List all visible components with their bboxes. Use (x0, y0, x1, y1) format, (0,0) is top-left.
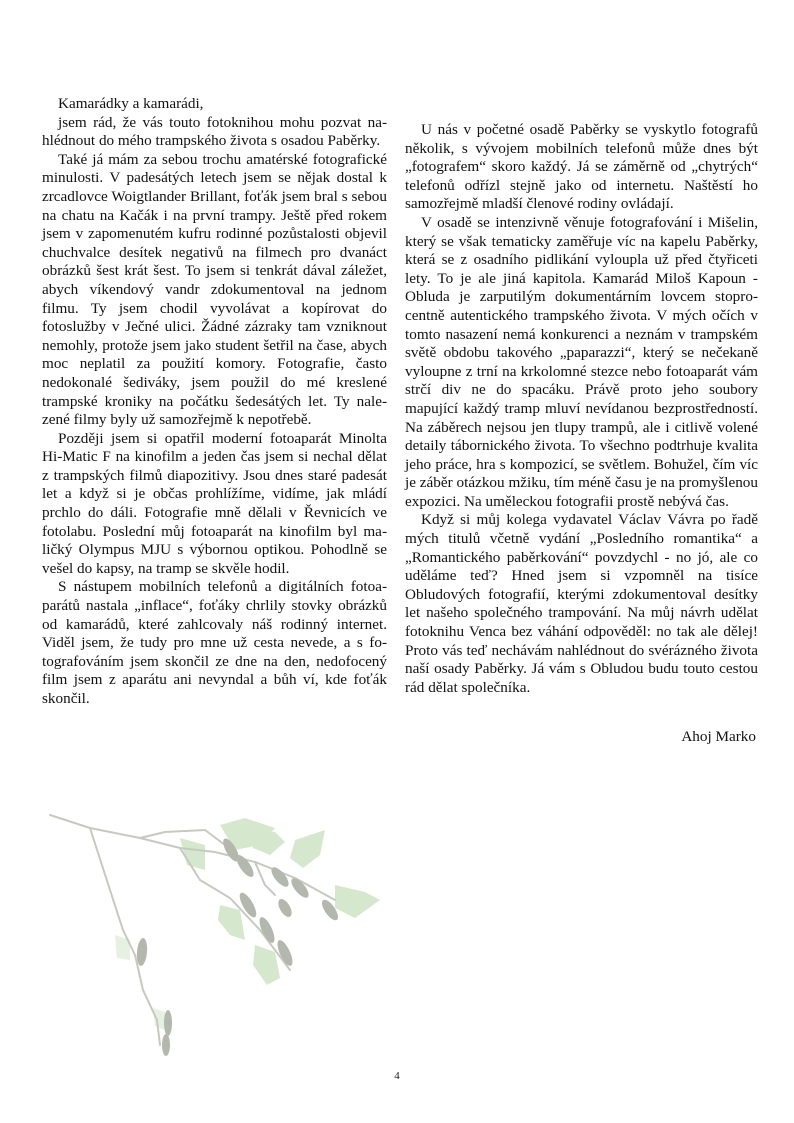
paragraph: S nástupem mobilních telefonů a digitálních fotoaparátů nastala „inflace“, foťáky chrlily stovky obrázků od kamarádů, které zahlcovaly náš rodinný internet. Viděl jsem, že tudy pro mne už cesta nevede, a s fotografováním jsem skončil ze dne na den, nedofocený film jsem z aparátu ani nevyndal a bůh ví, kde foťák skončil. (42, 578, 387, 707)
birch-branch-icon (35, 780, 395, 1060)
salutation: Kamarádky a kamarádi, (58, 95, 204, 112)
right-column (405, 121, 758, 697)
paragraph: U nás v početné osadě Paběrky se vyskytlo fotografů několik, s vývojem mobilních telefonů může dnes být „fotografem“ skoro každý. Já se záměrně od „chytrých“ telefonů odřízl stejně jako od internetu. Naštěstí ho samozřejmě mladší členové rodiny ovládají. (405, 121, 758, 213)
paragraph: Když si můj kolega vydavatel Václav Vávra po řadě mých titulů včetně vydání „Posledního romantika“ a „Romantického paběrkování“ povzdychl - no jó, ale co uděláme teď? Hned jsem si vzpomněl na tisíce Obludových fotografií, kterými zdokumentoval desítky let našeho společného trampování. Na můj návrh udělat fotoknihu Venca bez váhání odpověděl: no tak ale dělej! Proto vás teď nechávám nahlédnout do svérázného života naší osady Paběrky. Já vám s Obludou budu touto cestou rád dělat společníka. (405, 511, 758, 696)
paragraph: Později jsem si opatřil moderní fotoaparát Minolta Hi-Matic F na kinofilm a jeden čas jsem si nechal dělat z trampských filmů diapozitivy. Jsou dnes staré padesát let a když si je občas prohlížíme, vidíme, jak mládí prchlo do dáli. Fotografie mně dělali v Řevnicích ve fotolabu. Poslední můj fotoaparát na kinofilm byl maličký Olympus MJU s výbornou optikou. Pohodlně se vešel do kapsy, na tramp se skvěle hodil. (42, 429, 387, 577)
paragraph: V osadě se intenzivně věnuje fotografování i Mišelin, který se však tematicky zaměřuje víc na kapelu Paběrky, která se z osadního pidlikání vyloupla už před čtyřiceti lety. To je ale jiná kapitola. Kamarád Miloš Kapoun - Obluda je zarputilým dokumentárním lovcem stoprocentně autentického trampského života. V mých očích v tomto nasazení nemá konkurenci a neznám v trampském světě obdobu takového „paparazzi“, který se nečekaně vyloupne z trní na krkolomné stezce nebo fotoaparát vám strčí div ne do spacáku. Právě proto jeho soubory mapující každý tramp mluví nevídanou bezprostředností. Na záběrech nejsou jen tlupy trampů, ale i citlivě volené detaily tábornického života. To všechno podtrhuje kvalita jeho práce, hra s kompozicí, se světlem. Bohužel, čím víc je záběr otázkou mžiku, tím méně času je na promyšlenou expozici. Na uměleckou fotografii prostě nebývá čas. (405, 213, 758, 510)
paragraph: Také já mám za sebou trochu amatérské fotografické minulosti. V padesátých letech jsem se nějak dostal k zrcadlovce Woigtlander Brillant, foťák jsem bral s sebou na chatu na Kačák i na první trampy. Ještě před rokem jsem v zapomenutém kufru rodinné pozůstalosti objevil chuchvalce desítek negativů na filmech pro dvanáct obrázků šest krát šest. To jsem si tenkrát dával záležet, abych víkendový vandr zdokumentoval na jednom filmu. Ty jsem chodil vyvolávat a kopírovat do fotoslužby v Ječné ulici. Žádné zázraky tam vzniknout nemohly, protože jsem jako student šetřil na čase, abych moc neplatil za použití komory. Fotografie, často nedokonalé šediváky, jsem použil do mé kreslené trampské kroniky na počátku šedesátých let. Ty nalezené filmy byly už samozřejmě k nepotřebě. (42, 150, 387, 429)
page-number: 4 (394, 1070, 400, 1082)
signature: Ahoj Marko (681, 728, 756, 745)
paragraph: jsem rád, že vás touto fotoknihou mohu pozvat nahlédnout do mého trampského života s osadou Paběrky. (42, 113, 387, 150)
left-column (42, 95, 387, 709)
